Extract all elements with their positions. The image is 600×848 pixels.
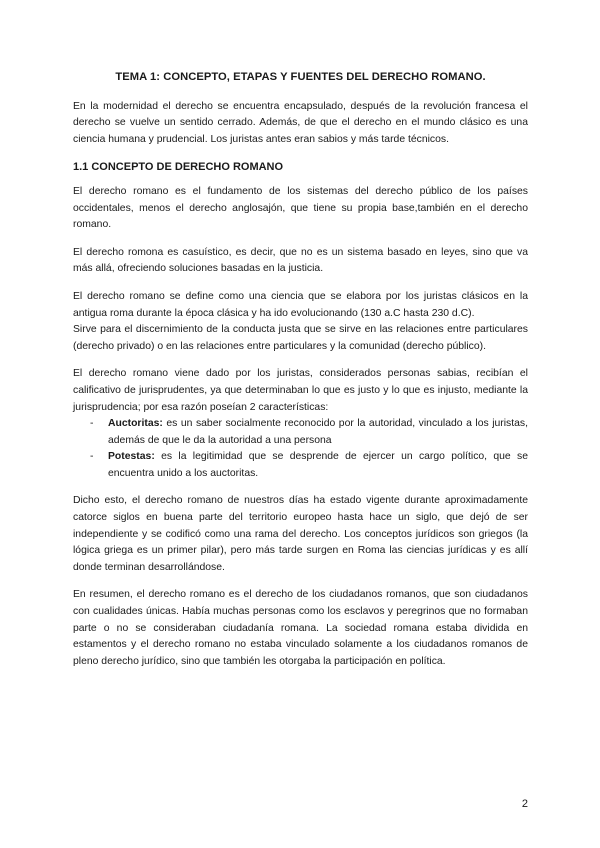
list-text: es la legitimidad que se desprende de ejercer un cargo político, que se encuentra unido a los auctoritas.	[108, 451, 528, 479]
intro-paragraph: En la modernidad el derecho se encuentra encapsulado, después de la revolución francesa el derecho se vuelve un sentido cerrado. Además, de que el derecho en el mundo clásico es una ciencia humana y prudencial. Los juristas antes eran sabios y más tarde técnicos.	[73, 100, 528, 145]
list-marker: -	[90, 418, 94, 430]
page-number: 2	[521, 798, 528, 810]
paragraph-definition: El derecho romano es el fundamento de los sistemas del derecho público de los países occidentales, menos el derecho anglosajón, que tiene su propia base,también en el derecho romano.	[73, 185, 528, 231]
paragraph-summary: En resumen, el derecho romano es el derecho de los ciudadanos romanos, que son ciudadanos con cualidades únicas. Había muchas personas como los esclavos y peregrinos que no formaban parte o no se consideraban ciudadanía romana. La sociedad romana estaba dividida en estamentos y el derecho romano no estaba vinculado solamente a los ciudadanos romanos de pleno derecho jurídico, sino que también les otorgaba la participación en política.	[73, 589, 528, 667]
list-item	[90, 449, 528, 482]
paragraph-discernment: Sirve para el discernimiento de la conducta justa que se sirve en las relaciones entre particulares (derecho privado) o en las relaciones entre particulares y la comunidad (derecho público).	[73, 324, 528, 352]
list-marker: -	[90, 451, 94, 463]
paragraph-history: Dicho esto, el derecho romano de nuestros días ha estado vigente durante aproximadamente catorce siglos en buena parte del territorio europeo hasta hace un siglo, que dejó de ser independiente y se codificó como una rama del derecho. Los conceptos jurídicos son griegos (la lógica griega es un primer pilar), pero más tarde surgen en Roma las ciencias jurídicas y es allí donde terminan desarrollándose.	[73, 495, 528, 573]
list-item	[90, 416, 528, 449]
list-term: Auctoritas:	[108, 418, 163, 430]
document-title: TEMA 1: CONCEPTO, ETAPAS Y FUENTES DEL DERECHO ROMANO.	[115, 71, 486, 83]
document-body	[73, 69, 528, 681]
paragraph-jurists: El derecho romano viene dado por los juristas, considerados personas sabias, recibían el calificativo de jurisprudentes, ya que determinaban lo que es justo y lo que es injusto, mediante la jurisprudencia; por esa razón poseían 2 características:	[73, 368, 528, 413]
paragraph-science: El derecho romano se define como una ciencia que se elabora por los juristas clásicos en la antigua roma durante la época clásica y ha ido evolucionando (130 a.C hasta 230 d.C).	[73, 290, 528, 319]
list-term: Potestas:	[108, 451, 155, 463]
section-heading: 1.1 CONCEPTO DE DERECHO ROMANO	[73, 161, 284, 174]
list-text: es un saber socialmente reconocido por la autoridad, vinculado a los juristas, además de que le da la autoridad a una persona	[108, 418, 528, 446]
paragraph-casuistic: El derecho romona es casuístico, es decir, que no es un sistema basado en leyes, sino que va más allá, ofreciendo soluciones basadas en la justicia.	[73, 246, 528, 275]
characteristics-list	[73, 416, 528, 482]
